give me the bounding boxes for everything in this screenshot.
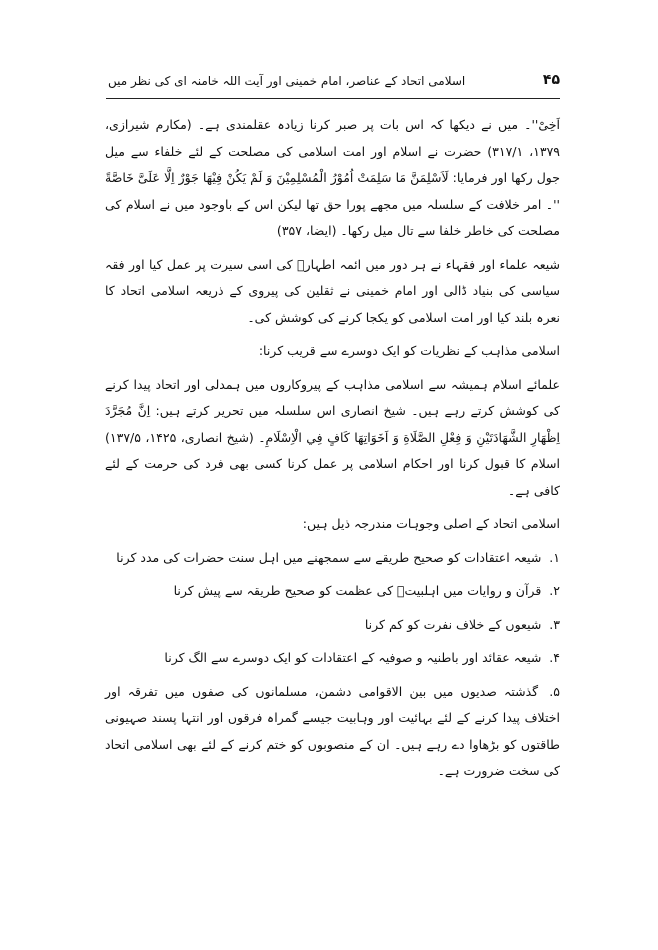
- list-item-text: شیعوں کے خلاف نفرت کو کم کرنا: [364, 616, 542, 632]
- reasons-heading: اسلامی اتحاد کے اصلی وجوہات مندرجہ ذیل ہیں:: [302, 516, 560, 531]
- list-item: [105, 645, 560, 672]
- page-number: ۴۵: [542, 72, 560, 88]
- list-item-number: ۲.: [549, 583, 560, 598]
- list-item-number: ۱.: [549, 549, 560, 565]
- list-item-number: ۳.: [549, 616, 560, 632]
- running-header: [108, 70, 560, 96]
- list-item-number: ۴.: [549, 650, 560, 665]
- paragraph-shia-scholars: شیعہ علماء اور فقہاء نے ہر دور میں ائمہ اطہارؑ کی اسی سیرت پر عمل کیا اور فقہ سیاسی کی بنیاد ڈالی اور امام خمینی نے ثقلین کی پیروی کے ذریعہ اسلامی اتحاد کا نعرہ بلند کیا اور امت اسلامی کو یکجا کرنے کی کوشش کی۔: [105, 256, 560, 325]
- list-item-number: ۵.: [549, 683, 560, 699]
- list-item-text: قرآن و روایات میں اہلبیتؑ کی عظمت کو صحیح طریقہ سے پیش کرنا: [173, 583, 542, 598]
- running-header-title: اسلامی اتحاد کے عناصر، امام خمینی اور آیت اللہ خامنہ ای کی نظر میں: [108, 74, 466, 88]
- list-item-text: گذشتہ صدیوں میں بین الاقوامی دشمن، مسلمانوں کی صفوں میں تفرقہ اور اختلاف پیدا کرنے کے لئے بہائیت اور وہابیت جیسے گمراہ فرقوں اور انتہا پسند صہیونی طاقتوں کو بڑھاوا دے رہے ہیں۔ ان کے منصوبوں کو ختم کرنے کے لئے بھی اسلامی اتحاد کی سخت ضرورت ہے۔: [105, 683, 560, 778]
- header-divider: [106, 98, 560, 99]
- list-item-text: شیعہ عقائد اور باطنیہ و صوفیہ کے اعتقادات کو ایک دوسرے سے الگ کرنا: [164, 650, 542, 665]
- list-item: [105, 578, 560, 605]
- list-item: [105, 679, 560, 785]
- list-item-text: شیعہ اعتقادات کو صحیح طریقے سے سمجھنے میں اہل سنت حضرات کی مدد کرنا: [116, 549, 542, 565]
- body-text: [105, 112, 560, 792]
- list-item: [105, 612, 560, 639]
- section-heading: اسلامی مذاہب کے نظریات کو ایک دوسرے سے قریب کرنا:: [258, 343, 560, 358]
- paragraph-sheikh-ansari: علمائے اسلام ہمیشہ سے اسلامی مذاہب کے پیروکاروں میں ہمدلی اور اتحاد پیدا کرنے کی کوشش کرتے رہے ہیں۔ شیخ انصاری اس سلسلہ میں تحریر کرتے ہیں: اِنَّ مُجَرَّدَ اِظْهَارِ الشَّهَادَتَیْنِ وَ فِعْلِ الصَّلَاةِ وَ اَخَوَاتِهَا کَافٍ فِي الْاِسْلَامِ۔ (شیخ انصاری، ۱۴۲۵، ۱۳۷/۵) اسلام کا قبول کرنا اور احکام اسلامی پر عمل کرنا کسی بھی فرد کی حرمت کے لئے کافی ہے۔: [105, 376, 560, 498]
- list-item: [105, 545, 560, 572]
- paragraph-caliph-reconciliation: اَخِیْ''۔ میں نے دیکھا کہ اس بات پر صبر کرنا زیادہ عقلمندی ہے۔ (مکارم شیرازی، ۱۳۷۹، ۳۱۷/۱) حضرت نے اسلام اور امت اسلامی کی مصلحت کے لئے خلفاء سے میل جول رکھا اور فرمایا: لَاَسْلِمَنَّ مَا سَلِمَتْ اُمُوْرُ الْمُسْلِمِیْنَ وَ لَمْ یَکُنْ فِیْھَا جَوْرٌ اِلَّا عَلَیَّ خَاصَّةً ''۔ امر خلافت کے سلسلہ میں مجھے پورا حق تھا لیکن اس کے باوجود میں نے اسلام کی مصلحت کی خاطر خلفا سے تال میل رکھا۔ (ایضا، ۳۵۷): [105, 117, 561, 238]
